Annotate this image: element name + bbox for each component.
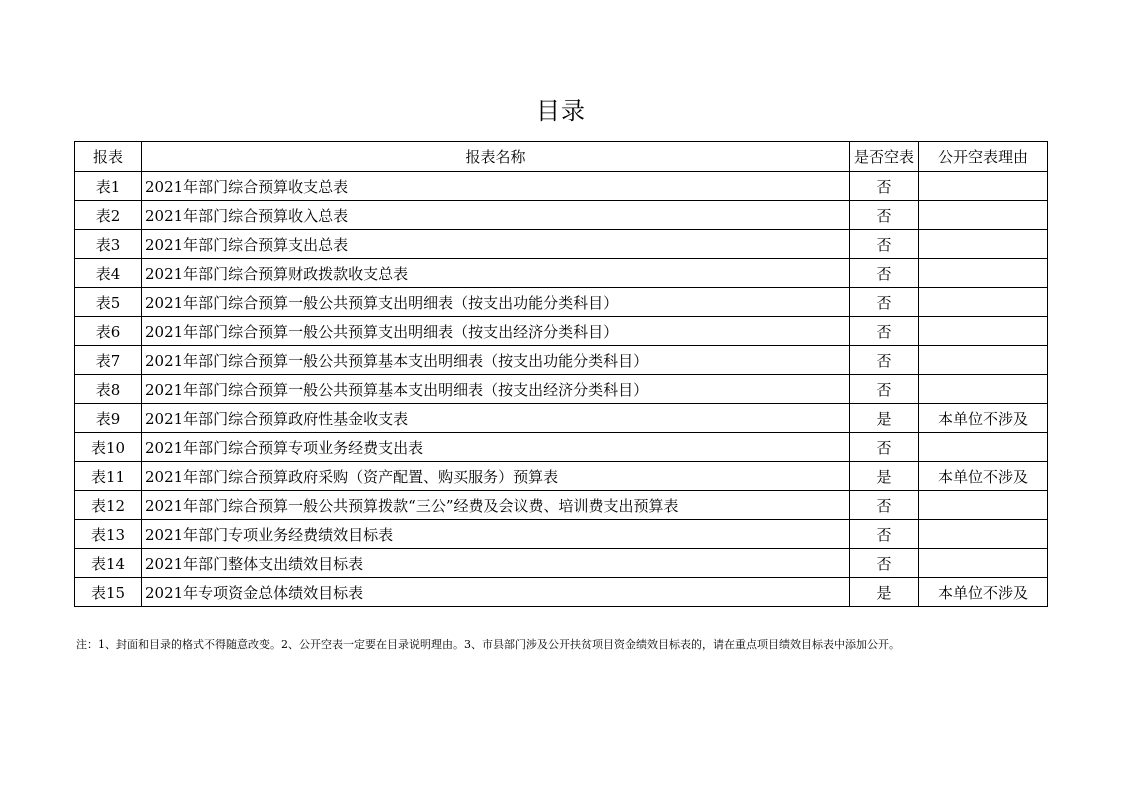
table-row [75,375,1048,404]
is-empty-cell: 否 [850,491,919,520]
is-empty-cell: 是 [850,404,919,433]
empty-reason-cell [919,375,1048,404]
report-name-cell: 2021年部门综合预算专项业务经费支出表 [142,433,850,462]
report-id-cell: 表15 [75,578,142,607]
header-empty-reason: 公开空表理由 [919,142,1048,172]
is-empty-cell: 否 [850,259,919,288]
report-name-cell: 2021年部门综合预算支出总表 [142,230,850,259]
report-id-cell: 表5 [75,288,142,317]
empty-reason-cell: 本单位不涉及 [919,404,1048,433]
report-id-cell: 表7 [75,346,142,375]
table-row [75,462,1048,491]
is-empty-cell: 否 [850,433,919,462]
empty-reason-cell: 本单位不涉及 [919,462,1048,491]
report-id-cell: 表9 [75,404,142,433]
report-id-cell: 表6 [75,317,142,346]
table-row [75,549,1048,578]
is-empty-cell: 否 [850,346,919,375]
report-name-cell: 2021年部门整体支出绩效目标表 [142,549,850,578]
table-row [75,433,1048,462]
table-row [75,578,1048,607]
is-empty-cell: 否 [850,201,919,230]
toc-table [74,141,1048,607]
empty-reason-cell [919,346,1048,375]
is-empty-cell: 否 [850,375,919,404]
empty-reason-cell [919,172,1048,201]
header-report-id: 报表 [75,142,142,172]
empty-reason-cell [919,433,1048,462]
table-row [75,346,1048,375]
is-empty-cell: 否 [850,230,919,259]
toc-table-body [75,172,1048,607]
report-name-cell: 2021年部门综合预算一般公共预算基本支出明细表（按支出经济分类科目） [142,375,850,404]
is-empty-cell: 否 [850,317,919,346]
table-row [75,172,1048,201]
report-id-cell: 表3 [75,230,142,259]
report-name-cell: 2021年专项资金总体绩效目标表 [142,578,850,607]
header-is-empty: 是否空表 [850,142,919,172]
report-name-cell: 2021年部门综合预算收支总表 [142,172,850,201]
empty-reason-cell [919,520,1048,549]
empty-reason-cell [919,259,1048,288]
table-row [75,230,1048,259]
report-name-cell: 2021年部门综合预算政府性基金收支表 [142,404,850,433]
table-row [75,288,1048,317]
report-name-cell: 2021年部门综合预算财政拨款收支总表 [142,259,850,288]
report-id-cell: 表11 [75,462,142,491]
is-empty-cell: 否 [850,549,919,578]
table-row [75,317,1048,346]
report-name-cell: 2021年部门综合预算一般公共预算支出明细表（按支出功能分类科目） [142,288,850,317]
empty-reason-cell [919,201,1048,230]
table-row [75,404,1048,433]
empty-reason-cell [919,491,1048,520]
report-id-cell: 表14 [75,549,142,578]
report-id-cell: 表13 [75,520,142,549]
empty-reason-cell: 本单位不涉及 [919,578,1048,607]
is-empty-cell: 否 [850,172,919,201]
empty-reason-cell [919,317,1048,346]
report-name-cell: 2021年部门综合预算一般公共预算支出明细表（按支出经济分类科目） [142,317,850,346]
toc-table-header [75,142,1048,172]
table-row [75,520,1048,549]
report-name-cell: 2021年部门综合预算收入总表 [142,201,850,230]
report-id-cell: 表10 [75,433,142,462]
report-id-cell: 表12 [75,491,142,520]
report-name-cell: 2021年部门综合预算一般公共预算拨款“三公”经费及会议费、培训费支出预算表 [142,491,850,520]
empty-reason-cell [919,230,1048,259]
header-report-name: 报表名称 [142,142,850,172]
is-empty-cell: 否 [850,288,919,317]
report-id-cell: 表1 [75,172,142,201]
header-row [75,142,1048,172]
footnote: 注：1、封面和目录的格式不得随意改变。2、公开空表一定要在目录说明理由。3、市县部门涉及公开扶贫项目资金绩效目标表的，请在重点项目绩效目标表中添加公开。 [76,638,900,651]
empty-reason-cell [919,288,1048,317]
report-name-cell: 2021年部门专项业务经费绩效目标表 [142,520,850,549]
table-row [75,259,1048,288]
table-row [75,201,1048,230]
table-row [75,491,1048,520]
report-id-cell: 表8 [75,375,142,404]
is-empty-cell: 否 [850,520,919,549]
is-empty-cell: 是 [850,578,919,607]
is-empty-cell: 是 [850,462,919,491]
report-id-cell: 表2 [75,201,142,230]
report-name-cell: 2021年部门综合预算政府采购（资产配置、购买服务）预算表 [142,462,850,491]
report-name-cell: 2021年部门综合预算一般公共预算基本支出明细表（按支出功能分类科目） [142,346,850,375]
report-id-cell: 表4 [75,259,142,288]
empty-reason-cell [919,549,1048,578]
page-title: 目录 [536,97,586,125]
